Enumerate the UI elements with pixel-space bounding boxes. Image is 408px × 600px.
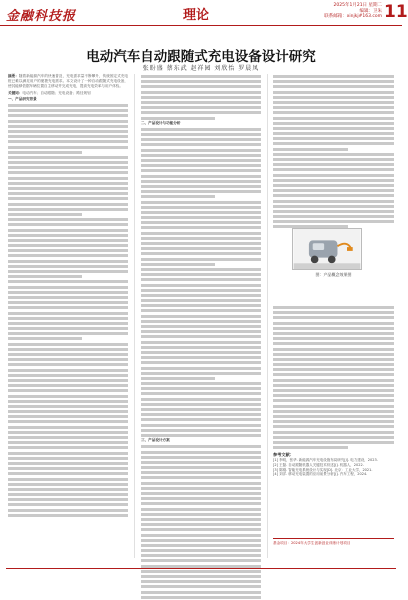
body-text-lines — [141, 444, 261, 600]
body-text-lines — [273, 74, 394, 230]
reference-item: [4] 刘洋. 移动充电装置的应用前景分析[J]. 汽车工程，2024. — [273, 472, 368, 477]
issue-info — [302, 3, 382, 20]
body-text-lines — [8, 103, 128, 518]
column-divider — [267, 74, 268, 558]
body-text-lines — [141, 74, 261, 121]
body-text-lines — [141, 127, 261, 438]
reference-item: [3] 陈刚. 智能充电系统设计与实现[D]. 北京：工业大学，2021. — [273, 467, 373, 472]
text-column-1 — [8, 74, 128, 558]
abstract-label: 摘要： — [8, 74, 19, 78]
abstract-text: 随着新能源汽车的快速普及，充电需求量不断攀升，传统固定式充电桩已难以满足用户的便捷充电需求。本文设计了一种自动跟随式充电设备，使其能够依据车辆位置自主移动并完成充电，提高充电效率与用户体验。 — [8, 74, 129, 89]
section-title: 理论 — [183, 8, 210, 23]
product-concept-figure — [292, 228, 362, 270]
text-column-3-bottom — [273, 305, 394, 558]
masthead — [0, 0, 408, 26]
charging-robot-illustration — [293, 229, 361, 269]
section-3-heading: 三、产品设计方案 — [141, 438, 170, 443]
references-list — [273, 458, 394, 477]
page-number: 11 — [384, 2, 408, 22]
keywords-label: 关键词： — [8, 90, 23, 95]
issue-date: 2025年1月21日 星期二 — [333, 3, 382, 8]
issue-editor: 编辑：卫朱 — [359, 8, 382, 14]
reference-item: [1] 李明，张华. 新能源汽车充电设施布局研究[J]. 电力建设，2023. — [273, 458, 378, 462]
issue-email: 联系邮箱：xinjkj#163.com — [324, 14, 382, 20]
funding-footnote: 基金项目：2024年大学生创新创业训练计划项目 — [273, 538, 394, 546]
column-divider — [134, 74, 135, 558]
newspaper-logo: 金融科技报 — [6, 9, 77, 24]
figure-caption: 图：产品概念效果图 — [315, 272, 352, 277]
section-1-heading: 一、产品研究背景 — [8, 96, 37, 101]
section-2-heading: 二、产品设计与功能分析 — [141, 120, 181, 125]
keywords-text: 电动汽车；自动跟随；充电设备；路径规划 — [22, 90, 91, 95]
bottom-rule — [6, 568, 396, 569]
references-heading: 参考文献： — [273, 452, 294, 457]
body-text-lines — [273, 305, 394, 450]
reference-item: [2] 王磊. 自动跟随机器人关键技术综述[J]. 机器人，2022. — [273, 462, 364, 467]
article-title: 电动汽车自动跟随式充电设备设计研究 — [86, 49, 316, 65]
article-authors: 张盼盛 蔡东武 赵祥园 刘欣怡 罗晨凤 — [142, 65, 260, 72]
text-column-2 — [141, 74, 261, 558]
